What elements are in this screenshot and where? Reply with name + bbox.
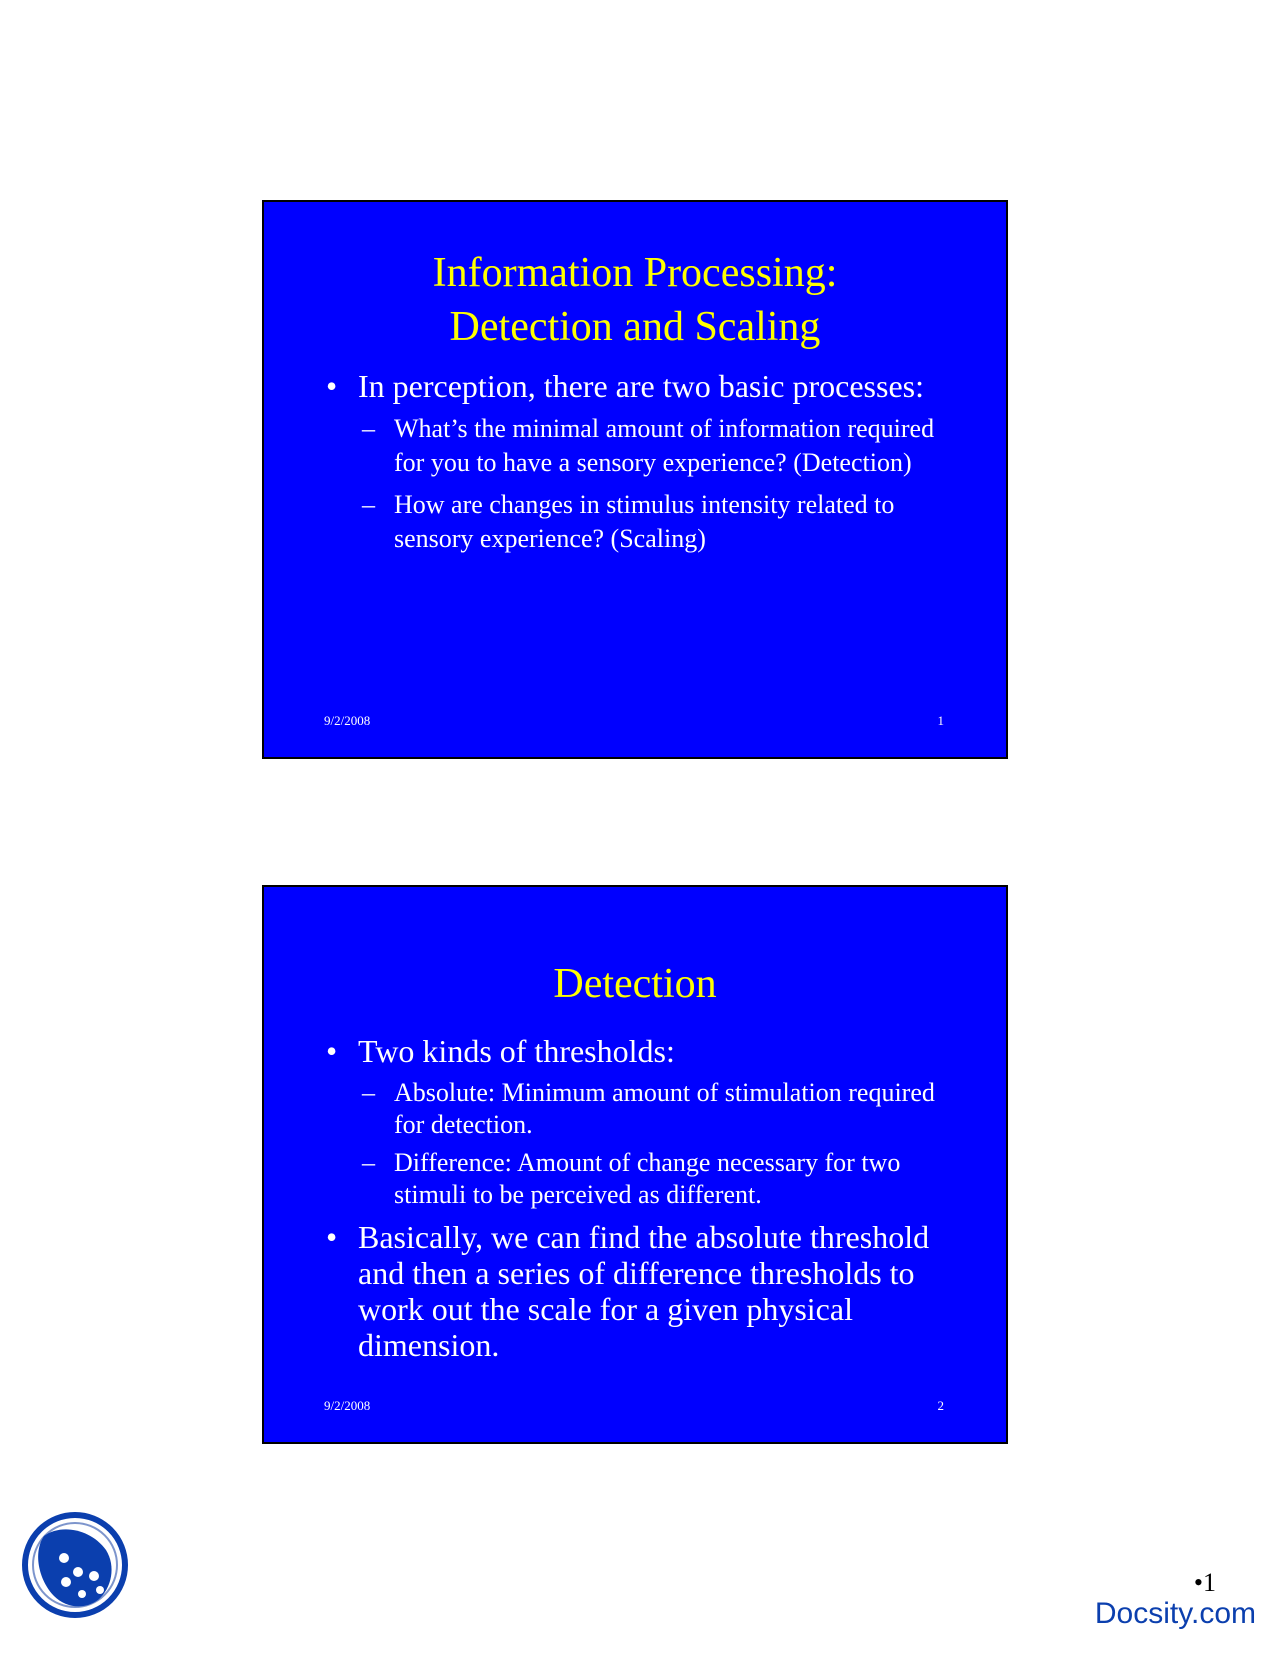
sub-bullet-item: [362, 412, 956, 480]
sub-bullet-text: What’s the minimal amount of information required for you to have a sensory experience? (Detection): [394, 414, 935, 477]
docsity-logo-icon: [20, 1510, 130, 1620]
slide-2: [262, 885, 1008, 1444]
sub-bullet-text: Difference: Amount of change necessary for two stimuli to be perceived as different.: [394, 1148, 901, 1209]
bullet-item: [326, 1033, 956, 1211]
sub-bullet-list: [358, 1077, 956, 1211]
bullet-marker: •: [326, 368, 338, 404]
bullet-item: [326, 1219, 956, 1363]
slide-title: [264, 246, 1006, 354]
bullet-item: [326, 368, 956, 556]
slide-title: [264, 957, 1006, 1011]
sub-bullet-item: [362, 1147, 956, 1211]
dash-marker: –: [362, 1078, 375, 1107]
slide-date: 9/2/2008: [324, 713, 371, 728]
slide-number: 1: [937, 713, 944, 728]
bullet-text: Basically, we can find the absolute threshold and then a series of difference thresholds to work out the scale for a given physical dimension.: [358, 1219, 930, 1363]
bullet-list: [326, 368, 956, 564]
bullet-marker: •: [326, 1033, 338, 1069]
bullet-text: Two kinds of thresholds:: [358, 1033, 675, 1069]
slide-number: 2: [937, 1398, 944, 1413]
slide-title-line: Information Processing:: [432, 250, 838, 296]
slide-title-line: Detection and Scaling: [449, 304, 821, 350]
dash-marker: –: [362, 414, 375, 443]
slide-title-line: Detection: [553, 961, 717, 1007]
sub-bullet-item: [362, 1077, 956, 1141]
slide-date: 9/2/2008: [324, 1398, 371, 1413]
bullet-marker: •: [326, 1219, 338, 1255]
sub-bullet-text: Absolute: Minimum amount of stimulation required for detection.: [394, 1078, 935, 1139]
slide-1: [262, 200, 1008, 759]
sub-bullet-item: [362, 488, 956, 556]
bullet-text: In perception, there are two basic processes:: [358, 368, 924, 404]
sub-bullet-text: How are changes in stimulus intensity related to sensory experience? (Scaling): [394, 490, 895, 553]
sub-bullet-list: [358, 412, 956, 556]
bullet-list: [326, 1033, 956, 1371]
dash-marker: –: [362, 490, 375, 519]
page-number: •1: [1193, 1568, 1216, 1597]
brand-link[interactable]: Docsity.com: [1094, 1597, 1256, 1630]
dash-marker: –: [362, 1148, 375, 1177]
